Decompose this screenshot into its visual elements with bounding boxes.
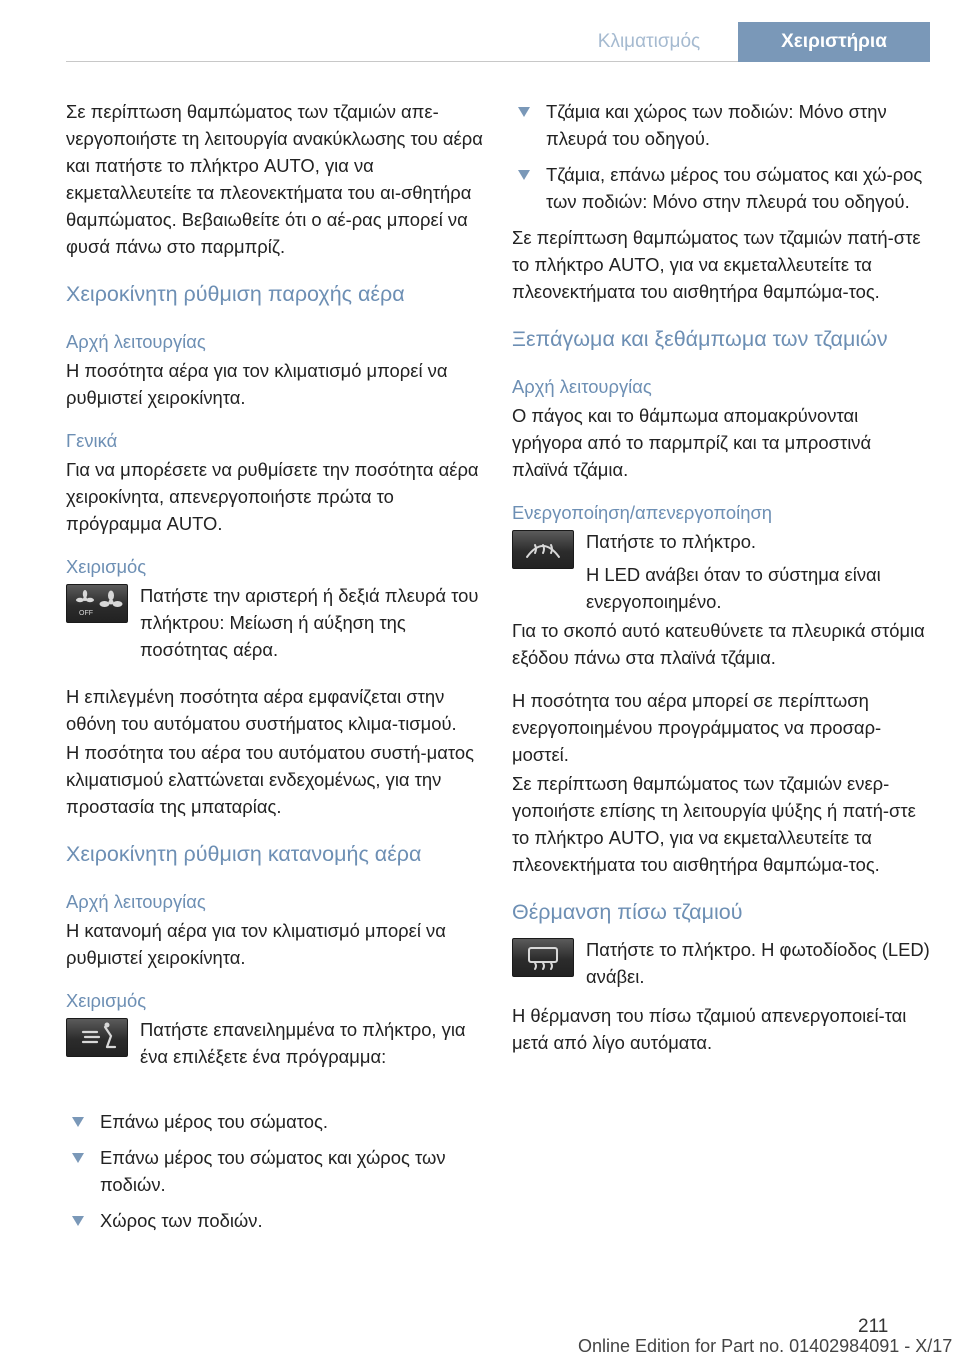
fan-instruction xyxy=(66,582,484,675)
bullet-triangle-icon xyxy=(72,1216,84,1226)
distribution-list-cont xyxy=(512,98,930,215)
defrost-instruction xyxy=(512,528,930,617)
bullet-triangle-icon xyxy=(72,1153,84,1163)
principle-2-text: Η κατανομή αέρα για τον κλιματισμό μπορεί να ρυθμιστεί χειροκίνητα. xyxy=(66,920,446,968)
rear-window-heating-button-icon xyxy=(512,938,574,977)
general-text: Για να μπορέσετε να ρυθμίσετε την ποσότητα αέρα χειροκίνητα, απενεργοποιήστε πρώτα το πρόγραμμα AUTO. xyxy=(66,459,479,534)
operation-2-text: Πατήστε επανειλημμένα το πλήκτρο, για ένα επιλέξετε ένα πρόγραμμα: xyxy=(140,1019,466,1067)
heading-operation-1: Χειρισμός xyxy=(66,556,147,577)
cooling-text: Σε περίπτωση θαμπώματος των τζαμιών ενερ-γοποιήστε επίσης τη λειτουργία ψύξης ή πατή-στε το πλήκτρο AUTO, για να εκμεταλλευτείτε τα πλεονεκτήματα του αισθητήρα θαμπώμα-τος. xyxy=(512,773,916,875)
press-button-text-2: Πατήστε το πλήκτρο. Η φωτοδίοδος (LED) ανάβει. xyxy=(586,939,930,987)
list-item: Επάνω μέρος του σώματος. xyxy=(66,1108,484,1135)
list-item: Επάνω μέρος του σώματος και χώρος των ποδιών. xyxy=(66,1144,484,1198)
auto-text: Σε περίπτωση θαμπώματος των τζαμιών πατή-στε το πλήκτρο AUTO, για να εκμεταλλευτείτε τα πλεονεκτήματα του αισθητήρα θαμπώμα-τος. xyxy=(512,227,921,302)
heading-activation: Ενεργοποίηση/απενεργοποίηση xyxy=(512,502,773,523)
heading-defrost: Ξεπάγωμα και ξεθάμπωμα των τζαμιών xyxy=(512,327,888,351)
page-number: 211 xyxy=(858,1316,889,1337)
press-button-text-1: Πατήστε το πλήκτρο. xyxy=(586,531,757,552)
heading-manual-distribution: Χειροκίνητη ρύθμιση κατανομής αέρα xyxy=(66,842,422,866)
list-item: Τζάμια, επάνω μέρος του σώματος και χώ-ρος των ποδιών: Μόνο στην πλευρά του οδηγού. xyxy=(512,161,930,215)
fan-button-icon xyxy=(66,584,128,623)
rear-instruction xyxy=(512,936,930,1002)
heading-general: Γενικά xyxy=(66,430,118,451)
heading-rear-window: Θέρμανση πίσω τζαμιού xyxy=(512,900,743,924)
heading-principle-3: Αρχή λειτουργίας xyxy=(512,376,652,397)
left-column xyxy=(66,98,484,1243)
tab-controls[interactable]: Χειριστήρια xyxy=(738,22,930,62)
bullet-triangle-icon xyxy=(72,1117,84,1127)
principle-1-text: Η ποσότητα αέρα για τον κλιματισμό μπορεί να ρυθμιστεί χειροκίνητα. xyxy=(66,360,448,408)
bullet-triangle-icon xyxy=(518,107,530,117)
heading-principle-2: Αρχή λειτουργίας xyxy=(66,891,206,912)
bullet-triangle-icon xyxy=(518,170,530,180)
right-column xyxy=(512,98,930,1068)
operation-1-text: Πατήστε την αριστερή ή δεξιά πλευρά του πλήκτρου: Μείωση ή αύξηση της ποσότητας αέρα. xyxy=(140,585,479,660)
program-text: Η ποσότητα του αέρα μπορεί σε περίπτωση ενεργοποιημένου προγράμματος να προσαρ-μοστεί. xyxy=(512,690,882,765)
display-text: Η επιλεγμένη ποσότητα αέρα εμφανίζεται στην οθόνη του αυτόματου συστήματος κλιμα-τισμού. xyxy=(66,686,457,734)
led-text-1: Η LED ανάβει όταν το σύστημα είναι ενεργοποιημένο. xyxy=(586,564,881,612)
list-item: Χώρος των ποδιών. xyxy=(66,1207,484,1234)
heading-manual-airflow: Χειροκίνητη ρύθμιση παροχής αέρα xyxy=(66,282,405,306)
battery-text: Η ποσότητα του αέρα του αυτόματου συστή-ματος κλιματισμού ελαττώνεται ενδεχομένως, για την προστασία της μπαταρίας. xyxy=(66,742,474,817)
rear-off-text: Η θέρμανση του πίσω τζαμιού απενεργοποιεί-ται μετά από λίγο αυτόματα. xyxy=(512,1005,907,1053)
list-item: Τζάμια και χώρος των ποδιών: Μόνο στην πλευρά του οδηγού. xyxy=(512,98,930,152)
distribution-list xyxy=(66,1108,484,1234)
edition-footer: Online Edition for Part no. 01402984091 - X/17 xyxy=(578,1336,953,1356)
intro-paragraph: Σε περίπτωση θαμπώματος των τζαμιών απε-νεργοποιήστε τη λειτουργία ανακύκλωσης του αέρα και πατήστε το πλήκτρο AUTO, για να εκμεταλλευτείτε τα πλεονεκτήματα του αι-σθητήρα θαμπώματος. Βεβαιωθείτε ότι ο αέ-ρας μπορεί να φυσά πάνω στο παρμπρίζ. xyxy=(66,101,483,257)
heading-principle-1: Αρχή λειτουργίας xyxy=(66,331,206,352)
principle-3-text: Ο πάγος και το θάμπωμα απομακρύνονται γρήγορα από το παρμπρίζ και τα μπροστινά πλαϊνά τζάμια. xyxy=(512,405,872,480)
distribution-instruction xyxy=(66,1016,484,1082)
windshield-defrost-button-icon xyxy=(512,530,574,569)
tab-climate[interactable]: Κλιματισμός xyxy=(597,31,701,52)
air-distribution-button-icon xyxy=(66,1018,128,1057)
fan-off-label: OFF xyxy=(79,610,93,617)
direct-vents-text: Για το σκοπό αυτό κατευθύνετε τα πλευρικά στόμια εξόδου πάνω στα πλαϊνά τζάμια. xyxy=(512,620,925,668)
heading-operation-2: Χειρισμός xyxy=(66,990,147,1011)
